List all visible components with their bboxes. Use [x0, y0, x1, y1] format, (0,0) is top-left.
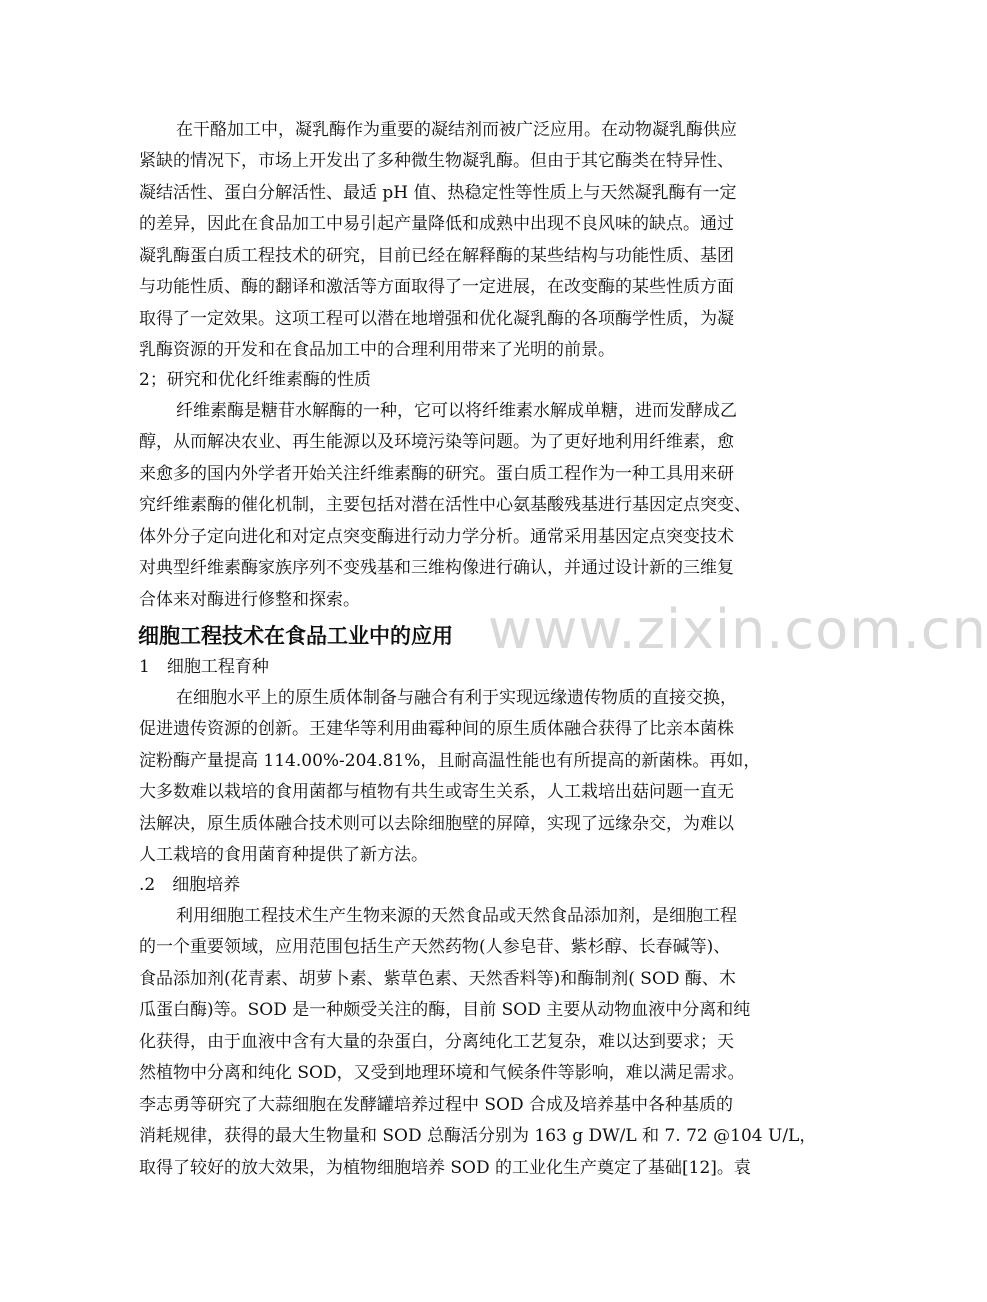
text-line: 与功能性质、酶的翻译和激活等方面取得了一定进展，在改变酶的某些性质方面	[139, 277, 734, 297]
watermark: www.zixin.com.cn	[488, 598, 987, 661]
text-line: 食品添加剂(花青素、胡萝卜素、紫草色素、天然香料等)和酶制剂( SOD 酶、木	[139, 969, 736, 989]
section-heading: 细胞工程技术在食品工业中的应用	[138, 624, 453, 648]
text-line: 体外分子定向进化和对定点突变酶进行动力学分析。通常采用基因定点突变技术	[139, 527, 734, 547]
text-line: 法解决，原生质体融合技术则可以去除细胞壁的屏障，实现了远缘杂交，为难以	[139, 814, 734, 834]
section-label: 2；研究和优化纤维素酶的性质	[139, 370, 371, 390]
text-line: 凝乳酶蛋白质工程技术的研究，目前已经在解释酶的某些结构与功能性质、基团	[139, 246, 734, 266]
text-line: 淀粉酶产量提高 114.00%-204.81%，且耐高温性能也有所提高的新菌株。再如，	[139, 751, 761, 771]
text-line: 在干酪加工中，凝乳酶作为重要的凝结剂而被广泛应用。在动物凝乳酶供应	[176, 120, 737, 140]
text-line: 究纤维素酶的催化机制，主要包括对潜在活性中心氨基酸残基进行基因定点突变、	[139, 495, 751, 515]
text-line: 纤维素酶是糖苷水解酶的一种，它可以将纤维素水解成单糖，进而发酵成乙	[176, 401, 737, 421]
text-line: 然植物中分离和纯化 SOD，又受到地理环境和气候条件等影响，难以满足需求。	[139, 1063, 745, 1083]
text-line: 的一个重要领域，应用范围包括生产天然药物(人参皂苷、紫杉醇、长春碱等)、	[139, 937, 731, 957]
text-line: 人工栽培的食用菌育种提供了新方法。	[139, 845, 428, 865]
text-line: 对典型纤维素酶家族序列不变残基和三维构像进行确认，并通过设计新的三维复	[139, 558, 734, 578]
text-line: 取得了一定效果。这项工程可以潜在地增强和优化凝乳酶的各项酶学性质，为凝	[139, 309, 734, 329]
text-line: 促进遗传资源的创新。王建华等利用曲霉种间的原生质体融合获得了比亲本菌株	[139, 719, 734, 739]
text-line: 合体来对酶进行修整和探索。	[139, 590, 360, 610]
text-line: 紧缺的情况下，市场上开发出了多种微生物凝乳酶。但由于其它酶类在特异性、	[139, 151, 734, 171]
text-line: 李志勇等研究了大蒜细胞在发酵罐培养过程中 SOD 合成及培养基中各种基质的	[139, 1095, 734, 1115]
section-label: .2 细胞培养	[139, 875, 241, 895]
text-line: 来愈多的国内外学者开始关注纤维素酶的研究。蛋白质工程作为一种工具用来研	[139, 464, 734, 484]
section-label: 1 细胞工程育种	[139, 657, 269, 677]
text-line: 大多数难以栽培的食用菌都与植物有共生或寄生关系，人工栽培出菇问题一直无	[139, 782, 734, 802]
text-line: 在细胞水平上的原生质体制备与融合有利于实现远缘遗传物质的直接交换，	[176, 688, 737, 708]
text-line: 瓜蛋白酶)等。SOD 是一种颇受关注的酶，目前 SOD 主要从动物血液中分离和纯	[139, 1000, 751, 1020]
text-line: 凝结活性、蛋白分解活性、最适 pH 值、热稳定性等性质上与天然凝乳酶有一定	[139, 183, 737, 203]
text-line: 的差异，因此在食品加工中易引起产量降低和成熟中出现不良风味的缺点。通过	[139, 214, 734, 234]
text-line: 取得了较好的放大效果，为植物细胞培养 SOD 的工业化生产奠定了基础[12]。袁	[139, 1158, 751, 1178]
text-line: 化获得，由于血液中含有大量的杂蛋白，分离纯化工艺复杂，难以达到要求；天	[139, 1032, 734, 1052]
text-line: 利用细胞工程技术生产生物来源的天然食品或天然食品添加剂，是细胞工程	[176, 906, 737, 926]
text-line: 醇，从而解决农业、再生能源以及环境污染等问题。为了更好地利用纤维素，愈	[139, 432, 734, 452]
text-line: 乳酶资源的开发和在食品加工中的合理利用带来了光明的前景。	[139, 340, 615, 360]
text-line: 消耗规律，获得的最大生物量和 SOD 总酶活分别为 163 g DW/L 和 7. 72 @104 U/L，	[139, 1126, 817, 1146]
